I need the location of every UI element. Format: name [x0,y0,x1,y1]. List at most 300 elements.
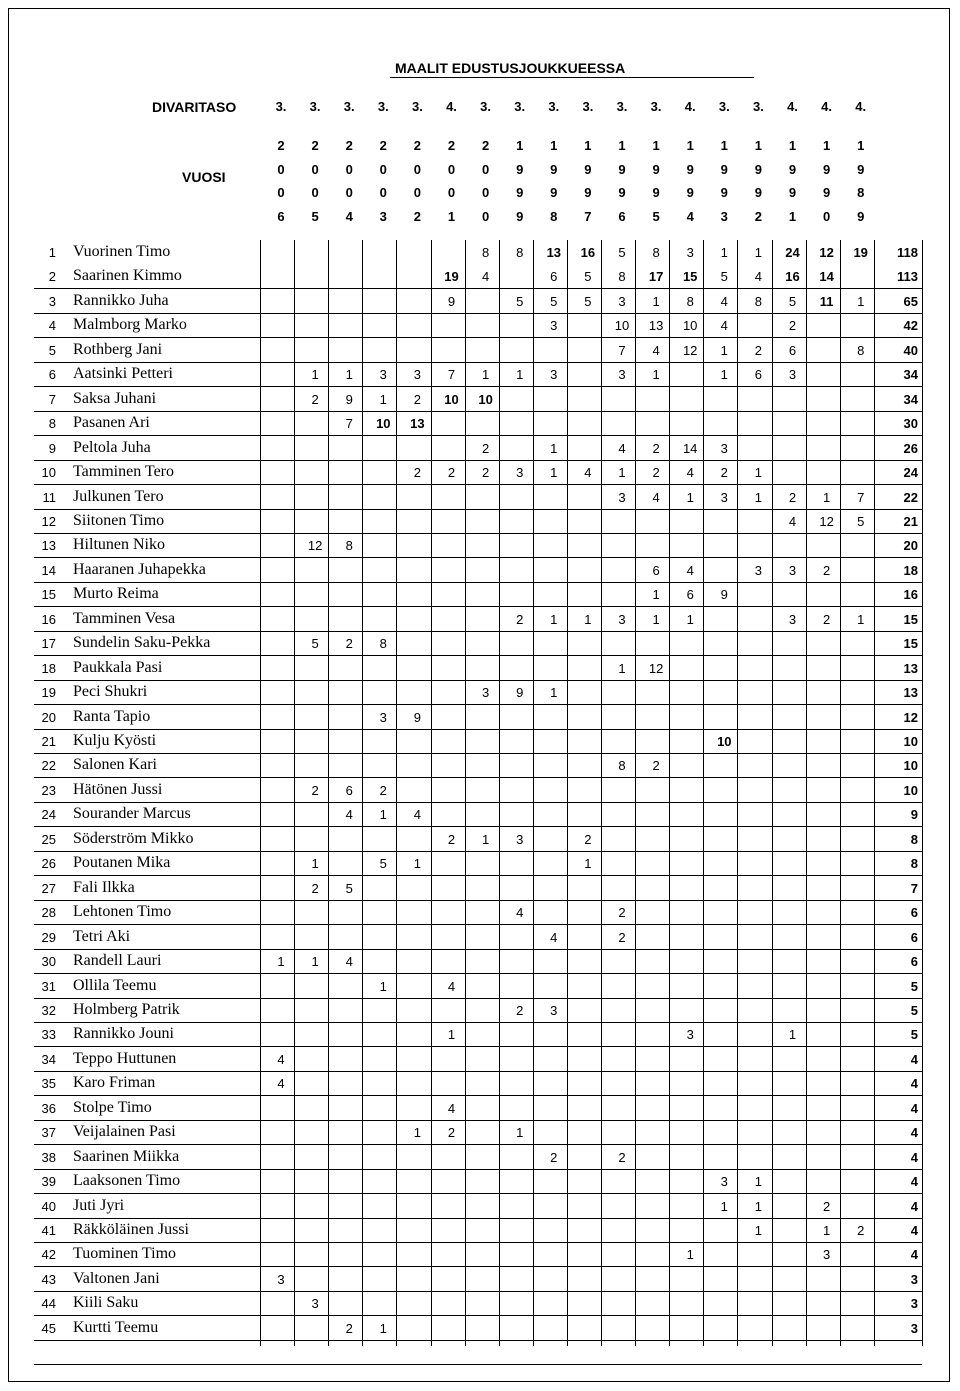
row-number: 6 [48,367,56,383]
player-name: Fali Ilkka [73,878,135,896]
goal-value: 5 [857,513,865,529]
goal-value: 4 [618,440,626,456]
goal-value: 1 [652,611,660,627]
row-number: 15 [41,587,56,603]
row-number: 5 [48,342,56,358]
player-name: Lehtonen Timo [73,903,172,921]
divari-level: 4. [821,99,833,114]
goal-value: 1 [720,245,728,260]
player-name: Poutanen Mika [73,854,171,872]
row-number: 8 [48,416,56,432]
row-number: 34 [41,1051,56,1067]
player-name: Hätönen Jussi [73,780,163,798]
year-digit: 0 [277,161,285,177]
player-total: 4 [910,1198,918,1214]
goal-value: 1 [311,954,319,970]
row-number: 30 [41,954,56,970]
goal-value: 2 [618,905,626,921]
year-digit: 0 [481,185,490,200]
year-digit: 9 [584,185,592,200]
row-number: 10 [41,465,56,481]
row-divider [34,973,922,974]
player-name: Veijalainen Pasi [73,1123,176,1141]
player-total: 22 [903,489,918,505]
year-digit: 0 [481,208,490,224]
year-digit: 9 [857,208,865,224]
year-digit: 9 [857,161,865,177]
year-digit: 9 [788,185,797,200]
player-name: Ollila Teemu [73,976,157,994]
goal-value: 1 [754,1174,762,1190]
goal-value: 1 [277,954,285,970]
goal-value: 2 [481,465,490,481]
row-number: 11 [42,489,56,505]
player-name: Laaksonen Timo [73,1172,181,1190]
player-total: 6 [910,929,918,945]
goal-value: 4 [788,513,797,529]
player-name: Söderström Mikko [73,829,194,847]
row-divider [34,435,922,436]
goal-value: 2 [345,1320,353,1336]
row-divider [34,1046,922,1047]
row-number: 19 [41,685,56,701]
year-digit: 2 [345,138,353,153]
year-digit: 2 [447,138,456,153]
goal-value: 16 [785,269,800,285]
year-digit: 9 [822,185,831,200]
goal-value: 9 [516,685,524,701]
goal-value: 12 [682,342,698,358]
goal-value: 8 [516,245,524,260]
player-total: 4 [910,1149,918,1165]
divari-level: 3. [275,99,287,114]
goal-value: 1 [754,1223,762,1238]
goal-value: 12 [648,660,664,676]
goal-value: 3 [481,685,490,701]
goal-value: 3 [788,611,797,627]
year-digit: 9 [618,185,626,200]
player-total: 4 [910,1223,918,1238]
goal-value: 8 [686,293,694,309]
year-digit: 1 [550,138,558,153]
goal-value: 2 [447,831,456,847]
row-divider [34,582,922,583]
year-digit: 1 [788,138,797,153]
row-divider [34,777,922,778]
player-total: 9 [910,807,918,823]
player-name: Aatsinki Petteri [73,365,173,383]
player-name: Valtonen Jani [73,1269,160,1287]
goal-value: 4 [720,318,728,334]
goal-value: 5 [379,856,387,872]
row-number: 44 [41,1296,56,1312]
divari-level: 3. [377,99,389,114]
goal-value: 2 [413,391,421,407]
goal-value: 4 [754,269,762,285]
goal-value: 2 [652,440,660,456]
year-digit: 1 [584,138,592,153]
row-divider [34,826,922,827]
goal-value: 1 [822,1223,831,1238]
goal-value: 1 [788,1027,797,1043]
goal-value: 3 [550,1002,558,1018]
goal-value: 10 [614,318,630,334]
goal-value: 7 [618,342,626,358]
goal-value: 2 [754,342,762,358]
goal-value: 9 [345,391,353,407]
player-name: Rothberg Jani [73,340,163,358]
player-total: 26 [903,440,918,456]
goal-value: 8 [379,636,387,652]
player-total: 12 [903,709,918,725]
row-divider [34,1266,922,1267]
player-name: Saarinen Miikka [73,1147,180,1165]
goal-value: 2 [379,782,387,798]
player-total: 4 [910,1100,918,1116]
year-digit: 3 [379,208,387,224]
row-divider [34,1291,922,1292]
player-name: Vuorinen Timo [73,243,171,260]
column-divider [703,240,704,1346]
player-total: 10 [903,734,918,749]
goal-value: 3 [516,831,524,847]
goal-value: 11 [819,293,834,309]
player-total: 4 [910,1125,918,1141]
row-divider [34,631,922,632]
divari-level: 4. [855,99,867,114]
year-digit: 4 [345,208,353,224]
goal-value: 7 [857,489,865,505]
year-digit: 9 [618,161,626,177]
column-divider [294,240,295,1346]
goal-value: 10 [376,416,391,432]
year-digit: 2 [413,208,421,224]
goal-value: 1 [413,1125,421,1141]
goal-value: 1 [754,1198,762,1214]
player-total: 3 [910,1320,918,1336]
player-name: Rannikko Juha [73,291,169,309]
player-total: 13 [903,685,918,701]
year-digit: 0 [379,185,387,200]
row-number: 16 [41,611,56,627]
goal-value: 1 [550,465,558,481]
goal-value: 1 [379,978,387,994]
goal-value: 1 [618,660,626,676]
year-digit: 9 [652,161,660,177]
row-divider [34,1315,922,1316]
goal-value: 2 [311,391,319,407]
row-number: 17 [41,636,56,652]
goal-value: 2 [516,611,524,627]
player-total: 13 [903,660,918,676]
goal-value: 1 [652,293,660,309]
player-name: Sourander Marcus [73,805,191,823]
goal-value: 2 [584,831,592,847]
player-total: 18 [903,562,918,578]
player-total: 4 [910,1051,918,1067]
row-number: 12 [41,513,56,529]
row-divider [34,1242,922,1243]
player-name: Tamminen Tero [73,463,174,481]
goal-value: 1 [481,831,490,847]
goal-value: 1 [686,1247,694,1263]
goal-value: 15 [682,269,698,285]
row-divider [34,704,922,705]
year-digit: 0 [311,185,319,200]
row-divider [34,386,922,387]
year-digit: 9 [516,161,524,177]
year-digit: 9 [584,161,592,177]
goal-value: 13 [546,245,562,260]
goal-value: 4 [516,905,524,921]
goal-value: 1 [550,611,558,627]
goal-value: 1 [379,807,387,823]
goal-value: 2 [822,562,831,578]
goal-value: 2 [447,465,456,481]
row-divider [34,802,922,803]
divari-level: 3. [480,99,492,114]
row-divider [34,1022,922,1023]
row-divider [34,729,922,730]
player-total: 34 [903,391,918,407]
player-total: 15 [903,611,918,627]
player-name: Tamminen Vesa [73,609,176,627]
row-number: 45 [41,1320,56,1336]
row-divider [34,288,922,289]
goal-value: 4 [345,807,353,823]
player-total: 42 [903,318,918,334]
goal-value: 6 [788,342,797,358]
player-total: 5 [910,1002,918,1018]
player-total: 6 [910,954,918,970]
goal-value: 1 [584,856,592,872]
goal-value: 4 [720,293,728,309]
divari-label: DIVARITASO [152,99,237,115]
goal-value: 1 [481,367,490,383]
row-number: 13 [41,538,56,554]
goal-value: 2 [788,318,797,334]
goal-value: 1 [379,1320,387,1336]
goal-value: 1 [857,611,865,627]
player-name: Haaranen Juhapekka [73,560,206,578]
player-name: Malmborg Marko [73,316,187,334]
goal-value: 3 [822,1247,831,1263]
goal-value: 2 [516,1002,524,1018]
player-name: Peci Shukri [73,683,148,701]
row-divider [34,1120,922,1121]
goal-value: 6 [652,562,660,578]
goal-value: 9 [447,293,456,309]
player-name: Ranta Tapio [73,707,151,725]
goal-value: 12 [307,538,323,554]
row-number: 23 [41,782,56,798]
year-digit: 8 [857,185,865,200]
goal-value: 2 [618,929,626,945]
goal-value: 2 [822,611,831,627]
row-divider [34,509,922,510]
player-total: 10 [903,782,918,798]
goal-value: 3 [788,367,797,383]
row-number: 3 [48,293,56,309]
row-number: 29 [41,929,56,945]
year-digit: 4 [686,208,694,224]
goal-value: 5 [584,269,592,285]
row-divider [34,1193,922,1194]
player-total: 21 [903,513,918,529]
row-divider [34,1218,922,1219]
row-number: 7 [48,391,56,407]
player-name: Karo Friman [73,1074,156,1092]
goal-value: 5 [516,293,524,309]
divari-level: 3. [616,99,628,114]
goal-value: 2 [720,465,728,481]
goal-value: 19 [444,269,459,285]
divari-level: 3. [411,99,423,114]
goal-value: 1 [857,293,865,309]
year-digit: 9 [652,185,660,200]
goal-value: 2 [857,1223,865,1238]
player-name: Julkunen Tero [73,487,164,505]
year-digit: 2 [379,138,387,153]
player-name: Randell Lauri [73,952,162,970]
row-divider [34,1095,922,1096]
row-divider [34,875,922,876]
column-divider [635,240,636,1346]
player-name: Holmberg Patrik [73,1000,180,1018]
year-digit: 0 [277,185,285,200]
row-number: 20 [41,709,56,725]
row-divider [34,1071,922,1072]
goal-value: 3 [379,709,387,725]
goal-value: 3 [788,562,797,578]
column-divider [260,240,261,1346]
year-digit: 5 [311,208,319,224]
goal-value: 13 [410,416,425,432]
goal-value: 2 [311,880,319,896]
player-name: Saksa Juhani [73,389,157,407]
goal-value: 8 [652,245,660,260]
goal-value: 1 [720,1198,728,1214]
row-number: 35 [41,1076,56,1092]
goal-value: 14 [682,440,698,456]
player-name: Pasanen Ari [73,414,150,432]
column-divider [669,240,670,1346]
row-divider [34,533,922,534]
goal-value: 3 [550,318,558,334]
year-digit: 9 [550,161,558,177]
row-divider [34,1340,922,1341]
player-name: Räkköläinen Jussi [73,1221,189,1238]
goal-value: 1 [516,367,524,383]
goal-value: 1 [447,1027,456,1043]
row-number: 37 [41,1125,56,1141]
year-digit: 1 [788,208,797,224]
goal-value: 12 [819,513,834,529]
goal-value: 4 [277,1076,285,1092]
row-divider [34,337,922,338]
goal-value: 8 [345,538,353,554]
goal-value: 1 [584,611,592,627]
goal-value: 4 [550,929,558,945]
year-digit: 9 [788,161,797,177]
goal-value: 14 [819,269,834,285]
row-number: 42 [41,1247,56,1263]
row-number: 18 [41,660,56,676]
row-number: 2 [48,269,56,285]
goal-value: 12 [819,245,834,260]
goal-value: 3 [720,1174,728,1190]
divari-level: 4. [787,99,798,114]
year-digit: 5 [652,208,660,224]
goal-value: 8 [481,245,490,260]
goal-value: 3 [618,611,626,627]
year-digit: 8 [550,208,558,224]
year-digit: 9 [754,161,762,177]
year-digit: 1 [686,138,694,153]
player-total: 40 [903,342,918,358]
goal-value: 4 [652,342,660,358]
row-divider [34,1169,922,1170]
goal-value: 2 [822,1198,831,1214]
row-divider [34,606,922,607]
goal-value: 4 [447,1100,456,1116]
divari-level: 3. [343,99,355,114]
year-digit: 0 [379,161,387,177]
year-digit: 2 [413,138,421,153]
goal-value: 2 [652,465,660,481]
row-divider [34,851,922,852]
player-total: 10 [903,758,918,774]
row-divider [34,313,922,314]
goal-value: 5 [618,245,626,260]
row-number: 40 [41,1198,56,1214]
goal-value: 9 [413,709,421,725]
row-divider [34,753,922,754]
goal-value: 1 [516,1125,524,1141]
goal-value: 19 [853,245,868,260]
goal-value: 2 [652,758,660,774]
row-number: 14 [41,562,56,578]
goal-value: 1 [754,489,762,505]
year-digit: 2 [311,138,319,153]
player-name: Murto Reima [73,585,159,603]
row-number: 33 [41,1027,56,1043]
player-name: Kurtti Teemu [73,1318,159,1336]
year-digit: 9 [720,185,728,200]
row-number: 39 [41,1174,56,1190]
title-underline [390,77,754,78]
row-number: 25 [41,831,56,847]
goal-value: 1 [550,440,558,456]
row-number: 1 [48,245,56,260]
row-number: 31 [41,978,56,994]
goal-value: 1 [720,342,728,358]
row-divider [34,557,922,558]
player-total: 24 [903,465,918,481]
goal-value: 8 [857,342,865,358]
goal-value: 3 [618,489,626,505]
year-digit: 0 [311,161,319,177]
row-number: 4 [48,318,56,334]
row-number: 21 [41,734,56,749]
goal-value: 2 [481,440,490,456]
year-digit: 9 [550,185,558,200]
goal-value: 1 [652,367,660,383]
column-divider [567,240,568,1346]
goal-value: 1 [311,856,319,872]
player-name: Tetri Aki [73,927,131,945]
row-divider [34,998,922,999]
